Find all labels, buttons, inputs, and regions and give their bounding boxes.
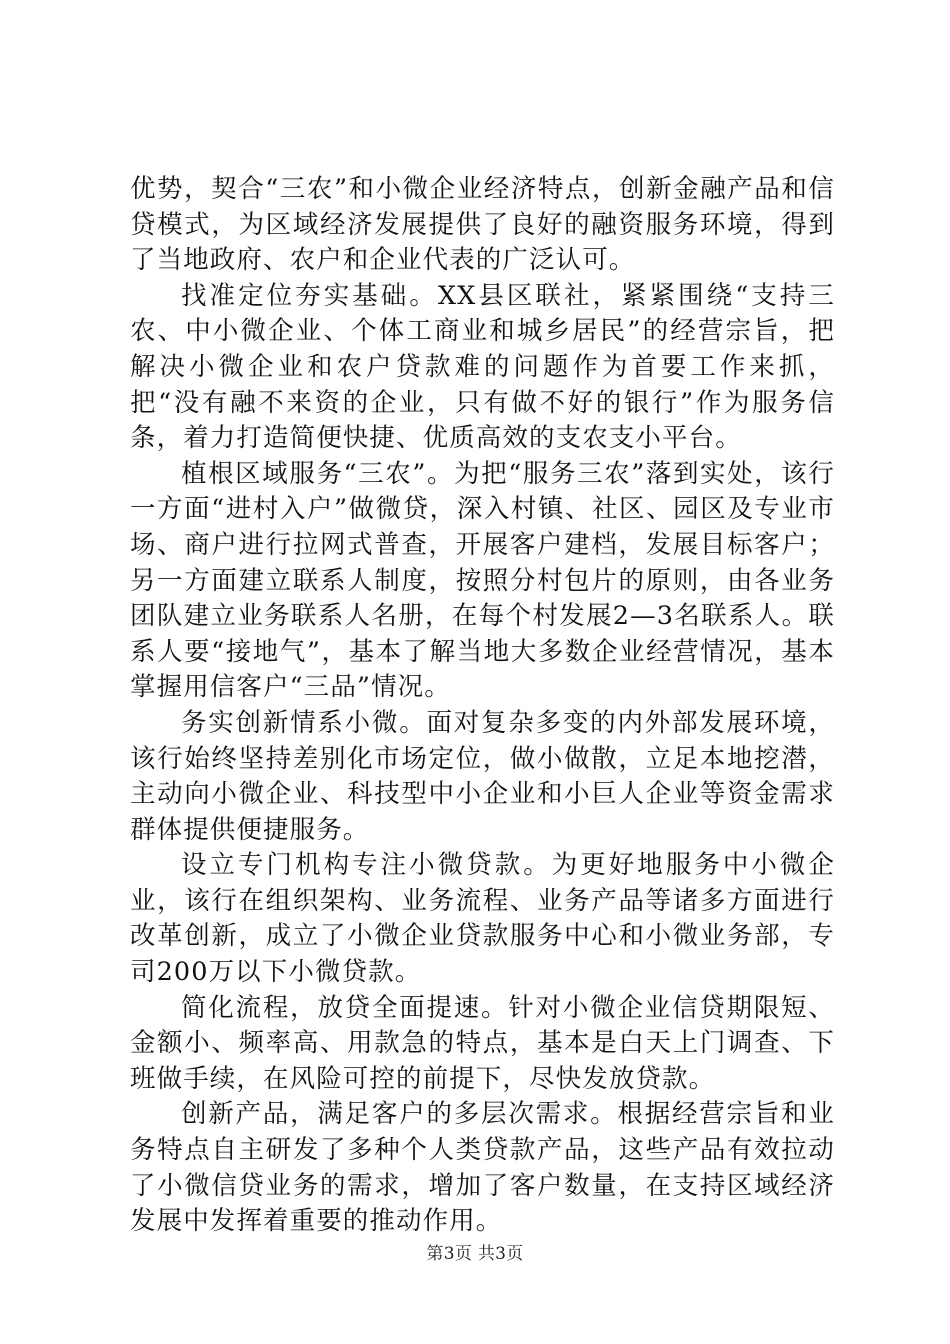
page-footer: 第3页 共3页 (426, 1244, 524, 1264)
paragraph-6: 简化流程，放贷全面提速。针对小微企业信贷期限短、金额小、频率高、用款急的特点，基本是白天上门调查、下班做手续，在风险可控的前提下，尽快发放贷款。 (130, 992, 835, 1094)
paragraph-5: 设立专门机构专注小微贷款。为更好地服务中小微企业，该行在组织架构、业务流程、业务产品等诸多方面进行改革创新，成立了小微企业贷款服务中心和小微业务部，专司200万以下小微贷款。 (130, 850, 835, 988)
paragraph-1: 优势，契合“三农”和小微企业经济特点，创新金融产品和信贷模式，为区域经济发展提供了良好的融资服务环境，得到了当地政府、农户和企业代表的广泛认可。 (130, 174, 835, 276)
paragraph-2: 找准定位夯实基础。XX县区联社，紧紧围绕“支持三农、中小微企业、个体工商业和城乡居民”的经营宗旨，把解决小微企业和农户贷款难的问题作为首要工作来抓，把“没有融不来资的企业，只有做不好的银行”作为服务信条，着力打造简便快捷、优质高效的支农支小平台。 (130, 280, 835, 454)
paragraph-4: 务实创新情系小微。面对复杂多变的内外部发展环境，该行始终坚持差别化市场定位，做小做散，立足本地挖潜，主动向小微企业、科技型中小企业和小巨人企业等资金需求群体提供便捷服务。 (130, 707, 835, 845)
paragraph-3: 植根区域服务“三农”。为把“服务三农”落到实处，该行一方面“进村入户”做微贷，深入村镇、社区、园区及专业市场、商户进行拉网式普查，开展客户建档，发展目标客户；另一方面建立联系人制度，按照分村包片的原则，由各业务团队建立业务联系人名册，在每个村发展2—3名联系人。联系人要“接地气”，基本了解当地大多数企业经营情况，基本掌握用信客户“三品”情况。 (130, 458, 835, 703)
document-body (130, 172, 835, 1240)
paragraph-7: 创新产品，满足客户的多层次需求。根据经营宗旨和业务特点自主研发了多种个人类贷款产品，这些产品有效拉动了小微信贷业务的需求，增加了客户数量，在支持区域经济发展中发挥着重要的推动作用。 (130, 1099, 835, 1237)
